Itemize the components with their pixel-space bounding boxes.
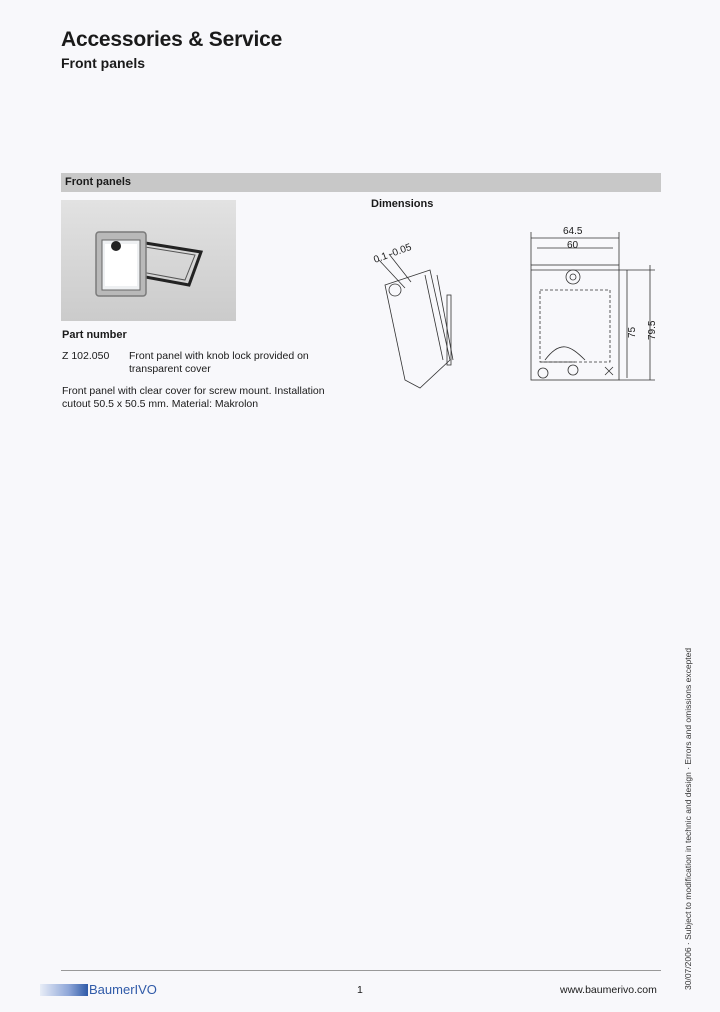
page-subtitle: Front panels [61,55,146,71]
brand-logo-text: BaumerIVO [89,982,157,997]
dimension-drawing [365,220,665,395]
dim-gap-label: 0.1 -0.05 [372,241,414,266]
part-number-description: Front panel with knob lock provided on transparent cover [129,350,309,375]
section-header-bar [61,173,661,192]
page-number: 1 [357,984,363,996]
section-header-label: Front panels [65,176,132,188]
brand-logo-bar [40,984,88,996]
part-number-heading: Part number [62,329,127,341]
dim-width-inner-label: 60 [567,240,579,251]
part-number-code: Z 102.050 [62,350,110,362]
side-legal-note: 30/07/2006 · Subject to modification in technic and design · Errors and omissions excepted [683,647,693,990]
dim-width-outer-label: 64.5 [563,226,583,237]
product-note: Front panel with clear cover for screw mount. Installation cutout 50.5 x 50.5 mm. Material: Makrolon [62,385,325,410]
dim-height-outer-label: 79.5 [647,320,658,340]
website-link[interactable]: www.baumerivo.com [560,984,657,996]
dimensions-title: Dimensions [371,198,434,210]
page-title: Accessories & Service [61,28,283,51]
footer-divider [61,970,661,971]
product-photo [61,200,236,321]
front-panel-image [61,200,236,321]
dim-height-inner-label: 75 [627,326,638,338]
